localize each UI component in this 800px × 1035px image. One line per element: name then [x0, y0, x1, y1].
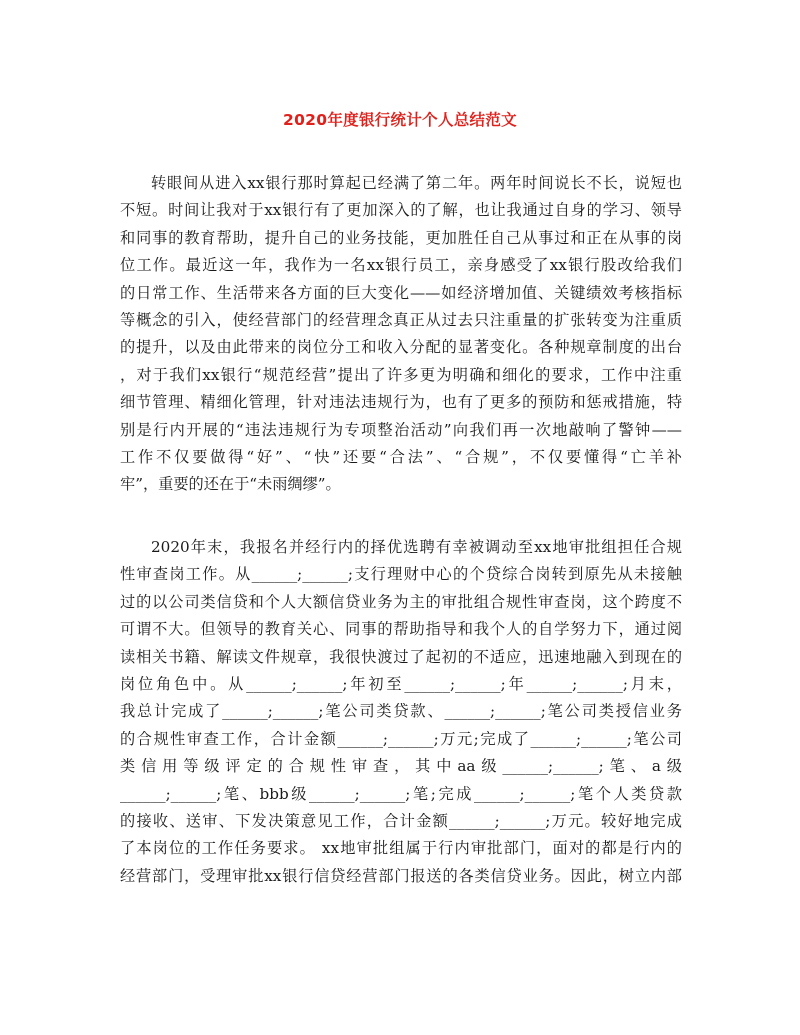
- text-line: 不短。时间让我对于xx银行有了更加深入的了解，也让我通过自身的学习、领导: [120, 201, 682, 220]
- text-line: 经营部门，受理审批xx银行信贷经营部门报送的各类信贷业务。因此，树立内部: [120, 866, 682, 885]
- text-line: 别是行内开展的“违法违规行为专项整治活动”向我们再一次地敲响了警钟——: [120, 420, 682, 439]
- text-line: 牢”，重要的还在于“未雨绸缪”。: [120, 475, 341, 494]
- text-line: 位工作。最近这一年，我作为一名xx银行员工，亲身感受了xx银行股改给我们: [120, 256, 682, 275]
- text-line: 的接收、送审、下发决策意见工作，合计金额______;______;万元。较好地完成: [120, 811, 682, 830]
- text-line: 的合规性审查工作，合计金额______;______;万元;完成了______;______;笔公司: [120, 729, 682, 748]
- text-line: 性审查岗工作。从______;______;支行理财中心的个贷综合岗转到原先从未接触: [120, 565, 682, 584]
- text-line: 过的以公司类信贷和个人大额信贷业务为主的审批组合规性审查岗，这个跨度不: [120, 592, 682, 611]
- text-line: 的日常工作、生活带来各方面的巨大变化——如经济增加值、关键绩效考核指标: [120, 283, 682, 302]
- text-line: 读相关书籍、解读文件规章，我很快渡过了起初的不适应，迅速地融入到现在的: [120, 647, 682, 666]
- text-line: 和同事的教育帮助，提升自己的业务技能，更加胜任自己从事过和正在从事的岗: [120, 228, 682, 247]
- text-line: 了本岗位的工作任务要求。 xx地审批组属于行内审批部门，面对的都是行内的: [120, 839, 682, 858]
- text-line: 等概念的引入，使经营部门的经营理念真正从过去只注重量的扩张转变为注重质: [120, 310, 682, 329]
- text-line: ______;______;笔、bbb级______;______;笔;完成______;______;笔个人类贷款: [120, 784, 682, 803]
- text-line: 类信用等级评定的合规性审查，其中aa级______;______;笔、a级: [120, 757, 682, 776]
- document-title: 2020年度银行统计个人总结范文: [283, 111, 517, 129]
- paragraph-1: [120, 170, 682, 499]
- text-line: 我总计完成了______;______;笔公司类贷款、______;______;笔公司类授信业务: [120, 702, 682, 721]
- text-line: 细节管理、精细化管理，针对违法违规行为，也有了更多的预防和惩戒措施，特: [120, 393, 682, 412]
- text-line: 工作不仅要做得“好”、“快”还要“合法”、“合规”，不仅要懂得“亡羊补: [120, 447, 682, 466]
- text-line: 转眼间从进入xx银行那时算起已经满了第二年。两年时间说长不长，说短也: [151, 174, 682, 192]
- text-line: 2020年末，我报名并经行内的择优选聘有幸被调动至xx地审批组担任合规: [151, 538, 682, 556]
- text-line: 岗位角色中。从______;______;年初至______;______;年______;______;月末，: [120, 674, 682, 693]
- text-line: 的提升，以及由此带来的岗位分工和收入分配的显著变化。各种规章制度的出台: [120, 338, 682, 357]
- text-line: 可谓不大。但领导的教育关心、同事的帮助指导和我个人的自学努力下，通过阅: [120, 620, 682, 639]
- paragraph-2: [120, 534, 682, 890]
- text-line: ，对于我们xx银行“规范经营”提出了许多更为明确和细化的要求，工作中注重: [120, 365, 682, 384]
